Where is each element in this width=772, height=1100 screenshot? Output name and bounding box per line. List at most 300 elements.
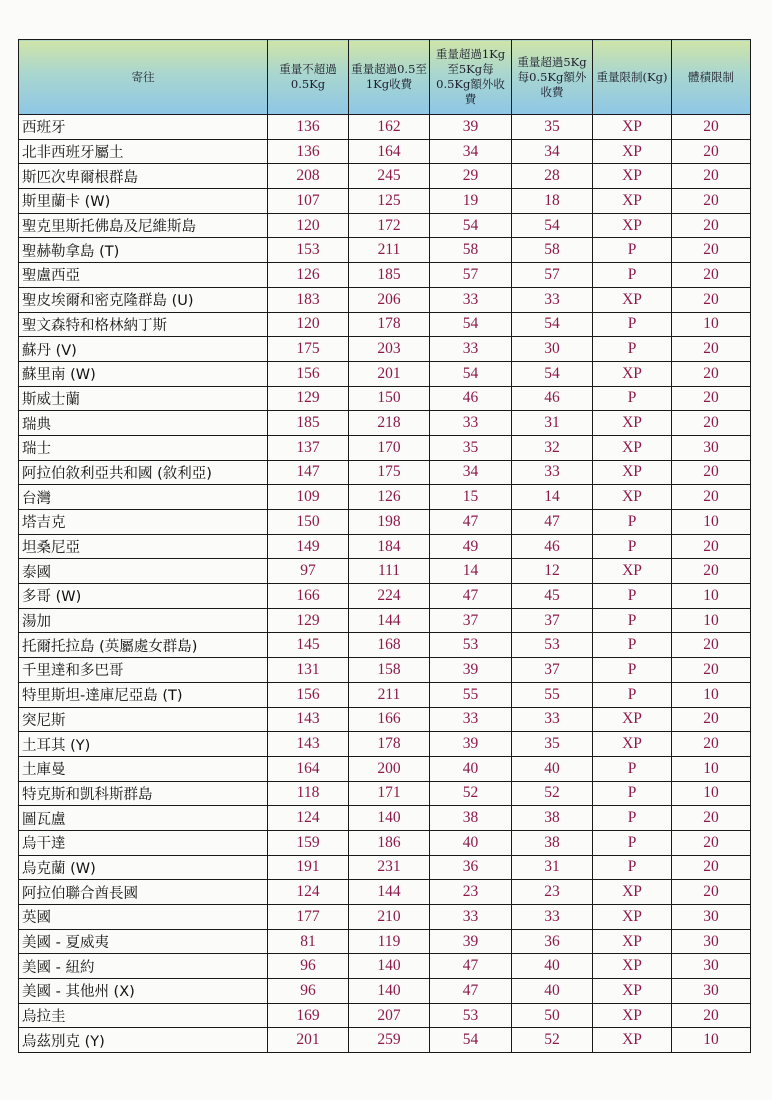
rate-over-5kg-cell: 37 [512,608,593,633]
table-row [19,658,751,683]
rate-1-to-5kg-cell: 54 [430,312,512,337]
table-row [19,954,751,979]
rate-1-to-5kg-cell: 54 [430,1028,512,1053]
postage-rate-table [18,39,751,1053]
rate-half-to-1kg-cell: 178 [349,312,430,337]
destination-cell: 烏干達 [19,830,268,855]
volume-limit-cell: 20 [672,806,751,831]
weight-limit-cell: P [593,806,672,831]
weight-limit-cell: XP [593,164,672,189]
destination-cell: 瑞士 [19,435,268,460]
volume-limit-cell: 20 [672,633,751,658]
volume-limit-cell: 20 [672,115,751,140]
weight-limit-cell: XP [593,115,672,140]
weight-limit-cell: XP [593,954,672,979]
rate-1-to-5kg-cell: 39 [430,658,512,683]
rate-half-to-1kg-cell: 150 [349,386,430,411]
rate-over-5kg-cell: 18 [512,189,593,214]
table-row [19,608,751,633]
destination-cell: 蘇里南 (W) [19,361,268,386]
table-row [19,460,751,485]
destination-cell: 英國 [19,905,268,930]
destination-cell: 土耳其 (Y) [19,732,268,757]
rate-half-to-1kg-cell: 171 [349,781,430,806]
rate-half-to-1kg-cell: 162 [349,115,430,140]
rate-over-5kg-cell: 40 [512,756,593,781]
table-row [19,139,751,164]
volume-limit-cell: 10 [672,756,751,781]
table-row [19,880,751,905]
rate-up-to-half-kg-cell: 109 [268,485,349,510]
rate-up-to-half-kg-cell: 185 [268,411,349,436]
rate-up-to-half-kg-cell: 97 [268,559,349,584]
weight-limit-cell: XP [593,929,672,954]
weight-limit-cell: XP [593,460,672,485]
rate-up-to-half-kg-cell: 96 [268,954,349,979]
weight-limit-cell: XP [593,979,672,1004]
rate-up-to-half-kg-cell: 81 [268,929,349,954]
table-row [19,855,751,880]
weight-limit-cell: P [593,263,672,288]
table-row [19,213,751,238]
rate-1-to-5kg-cell: 47 [430,979,512,1004]
header-weight-limit: 重量限制(Kg) [593,40,672,115]
rate-half-to-1kg-cell: 203 [349,337,430,362]
rate-half-to-1kg-cell: 259 [349,1028,430,1053]
rate-over-5kg-cell: 38 [512,830,593,855]
rate-up-to-half-kg-cell: 175 [268,337,349,362]
rate-up-to-half-kg-cell: 137 [268,435,349,460]
table-row [19,732,751,757]
destination-cell: 聖赫勒拿島 (T) [19,238,268,263]
rate-over-5kg-cell: 53 [512,633,593,658]
rate-1-to-5kg-cell: 55 [430,682,512,707]
weight-limit-cell: P [593,584,672,609]
destination-cell: 聖盧西亞 [19,263,268,288]
weight-limit-cell: P [593,608,672,633]
weight-limit-cell: P [593,781,672,806]
rate-half-to-1kg-cell: 206 [349,287,430,312]
weight-limit-cell: P [593,682,672,707]
volume-limit-cell: 20 [672,164,751,189]
rate-up-to-half-kg-cell: 129 [268,386,349,411]
table-row [19,510,751,535]
rate-over-5kg-cell: 54 [512,312,593,337]
rate-half-to-1kg-cell: 245 [349,164,430,189]
rate-half-to-1kg-cell: 144 [349,608,430,633]
volume-limit-cell: 30 [672,435,751,460]
volume-limit-cell: 20 [672,460,751,485]
destination-cell: 阿拉伯敘利亞共和國 (敘利亞) [19,460,268,485]
destination-cell: 湯加 [19,608,268,633]
destination-cell: 坦桑尼亞 [19,534,268,559]
destination-cell: 圖瓦盧 [19,806,268,831]
weight-limit-cell: XP [593,559,672,584]
volume-limit-cell: 20 [672,1003,751,1028]
weight-limit-cell: XP [593,880,672,905]
rate-1-to-5kg-cell: 53 [430,633,512,658]
table-row [19,929,751,954]
volume-limit-cell: 20 [672,189,751,214]
rate-half-to-1kg-cell: 168 [349,633,430,658]
table-row [19,287,751,312]
rate-over-5kg-cell: 23 [512,880,593,905]
rate-over-5kg-cell: 38 [512,806,593,831]
rate-up-to-half-kg-cell: 159 [268,830,349,855]
rate-up-to-half-kg-cell: 153 [268,238,349,263]
destination-cell: 烏拉圭 [19,1003,268,1028]
volume-limit-cell: 10 [672,682,751,707]
rate-1-to-5kg-cell: 19 [430,189,512,214]
rate-over-5kg-cell: 33 [512,707,593,732]
header-over-5kg: 重量超過5Kg每0.5Kg額外收費 [512,40,593,115]
weight-limit-cell: XP [593,1028,672,1053]
volume-limit-cell: 10 [672,1028,751,1053]
rate-1-to-5kg-cell: 33 [430,411,512,436]
rate-1-to-5kg-cell: 35 [430,435,512,460]
rate-up-to-half-kg-cell: 136 [268,139,349,164]
destination-cell: 聖文森特和格林納丁斯 [19,312,268,337]
rate-up-to-half-kg-cell: 166 [268,584,349,609]
rate-1-to-5kg-cell: 54 [430,361,512,386]
rate-up-to-half-kg-cell: 169 [268,1003,349,1028]
rate-over-5kg-cell: 37 [512,658,593,683]
weight-limit-cell: XP [593,287,672,312]
rate-up-to-half-kg-cell: 201 [268,1028,349,1053]
rate-over-5kg-cell: 58 [512,238,593,263]
rate-half-to-1kg-cell: 170 [349,435,430,460]
rate-over-5kg-cell: 40 [512,979,593,1004]
table-row [19,905,751,930]
volume-limit-cell: 20 [672,855,751,880]
destination-cell: 千里達和多巴哥 [19,658,268,683]
rate-over-5kg-cell: 35 [512,115,593,140]
rate-half-to-1kg-cell: 140 [349,806,430,831]
rate-half-to-1kg-cell: 140 [349,979,430,1004]
rate-up-to-half-kg-cell: 147 [268,460,349,485]
rate-1-to-5kg-cell: 57 [430,263,512,288]
rate-1-to-5kg-cell: 39 [430,732,512,757]
weight-limit-cell: XP [593,485,672,510]
weight-limit-cell: P [593,534,672,559]
rate-up-to-half-kg-cell: 208 [268,164,349,189]
rate-half-to-1kg-cell: 175 [349,460,430,485]
volume-limit-cell: 20 [672,658,751,683]
destination-cell: 泰國 [19,559,268,584]
weight-limit-cell: P [593,855,672,880]
volume-limit-cell: 10 [672,584,751,609]
rate-up-to-half-kg-cell: 96 [268,979,349,1004]
rate-1-to-5kg-cell: 52 [430,781,512,806]
weight-limit-cell: XP [593,435,672,460]
weight-limit-cell: XP [593,707,672,732]
rate-over-5kg-cell: 45 [512,584,593,609]
volume-limit-cell: 20 [672,880,751,905]
rate-over-5kg-cell: 54 [512,361,593,386]
rate-up-to-half-kg-cell: 118 [268,781,349,806]
header-1-to-5kg: 重量超過1Kg至5Kg每0.5Kg額外收費 [430,40,512,115]
volume-limit-cell: 20 [672,485,751,510]
volume-limit-cell: 30 [672,905,751,930]
volume-limit-cell: 20 [672,139,751,164]
rate-half-to-1kg-cell: 210 [349,905,430,930]
volume-limit-cell: 20 [672,287,751,312]
volume-limit-cell: 10 [672,510,751,535]
rate-1-to-5kg-cell: 33 [430,337,512,362]
destination-cell: 西班牙 [19,115,268,140]
rate-half-to-1kg-cell: 185 [349,263,430,288]
rate-over-5kg-cell: 32 [512,435,593,460]
table-row [19,1028,751,1053]
rate-half-to-1kg-cell: 200 [349,756,430,781]
table-row [19,263,751,288]
destination-cell: 托爾托拉島 (英屬處女群島) [19,633,268,658]
rate-over-5kg-cell: 31 [512,855,593,880]
rate-half-to-1kg-cell: 184 [349,534,430,559]
volume-limit-cell: 20 [672,707,751,732]
rate-1-to-5kg-cell: 33 [430,905,512,930]
rate-over-5kg-cell: 31 [512,411,593,436]
rate-up-to-half-kg-cell: 156 [268,361,349,386]
rate-half-to-1kg-cell: 178 [349,732,430,757]
rate-1-to-5kg-cell: 34 [430,460,512,485]
rate-1-to-5kg-cell: 33 [430,287,512,312]
rate-1-to-5kg-cell: 47 [430,510,512,535]
table-row [19,386,751,411]
rate-1-to-5kg-cell: 29 [430,164,512,189]
rate-half-to-1kg-cell: 224 [349,584,430,609]
destination-cell: 北非西班牙屬土 [19,139,268,164]
weight-limit-cell: XP [593,905,672,930]
rate-half-to-1kg-cell: 140 [349,954,430,979]
volume-limit-cell: 10 [672,312,751,337]
rate-1-to-5kg-cell: 36 [430,855,512,880]
volume-limit-cell: 20 [672,830,751,855]
destination-cell: 聖克里斯托佛島及尼維斯島 [19,213,268,238]
table-row [19,633,751,658]
volume-limit-cell: 30 [672,954,751,979]
weight-limit-cell: P [593,312,672,337]
rate-up-to-half-kg-cell: 149 [268,534,349,559]
rate-up-to-half-kg-cell: 120 [268,213,349,238]
table-row [19,781,751,806]
header-destination: 寄往 [19,40,268,115]
rate-half-to-1kg-cell: 119 [349,929,430,954]
rate-1-to-5kg-cell: 39 [430,115,512,140]
rate-over-5kg-cell: 57 [512,263,593,288]
table-row [19,337,751,362]
volume-limit-cell: 20 [672,534,751,559]
rate-up-to-half-kg-cell: 120 [268,312,349,337]
weight-limit-cell: P [593,756,672,781]
volume-limit-cell: 10 [672,608,751,633]
destination-cell: 聖皮埃爾和密克隆群島 (U) [19,287,268,312]
rate-half-to-1kg-cell: 144 [349,880,430,905]
rate-over-5kg-cell: 35 [512,732,593,757]
weight-limit-cell: XP [593,1003,672,1028]
rate-up-to-half-kg-cell: 131 [268,658,349,683]
table-row [19,435,751,460]
weight-limit-cell: P [593,510,672,535]
destination-cell: 美國 - 紐約 [19,954,268,979]
destination-cell: 斯威士蘭 [19,386,268,411]
volume-limit-cell: 20 [672,337,751,362]
rate-up-to-half-kg-cell: 143 [268,707,349,732]
rate-over-5kg-cell: 12 [512,559,593,584]
rate-1-to-5kg-cell: 14 [430,559,512,584]
table-row [19,707,751,732]
table-row [19,559,751,584]
rate-1-to-5kg-cell: 47 [430,954,512,979]
volume-limit-cell: 20 [672,386,751,411]
rate-half-to-1kg-cell: 186 [349,830,430,855]
rate-up-to-half-kg-cell: 145 [268,633,349,658]
table-row [19,485,751,510]
rate-up-to-half-kg-cell: 150 [268,510,349,535]
destination-cell: 烏克蘭 (W) [19,855,268,880]
rate-over-5kg-cell: 47 [512,510,593,535]
weight-limit-cell: P [593,386,672,411]
destination-cell: 多哥 (W) [19,584,268,609]
rate-over-5kg-cell: 33 [512,905,593,930]
rate-up-to-half-kg-cell: 136 [268,115,349,140]
header-up-to-half-kg: 重量不超過0.5Kg [268,40,349,115]
rate-up-to-half-kg-cell: 177 [268,905,349,930]
weight-limit-cell: XP [593,213,672,238]
table-row [19,189,751,214]
rate-1-to-5kg-cell: 15 [430,485,512,510]
destination-cell: 塔吉克 [19,510,268,535]
destination-cell: 蘇丹 (V) [19,337,268,362]
destination-cell: 阿拉伯聯合酋長國 [19,880,268,905]
weight-limit-cell: P [593,830,672,855]
weight-limit-cell: P [593,658,672,683]
destination-cell: 斯里蘭卡 (W) [19,189,268,214]
rate-up-to-half-kg-cell: 107 [268,189,349,214]
header-half-to-1kg: 重量超過0.5至1Kg收費 [349,40,430,115]
rate-over-5kg-cell: 14 [512,485,593,510]
volume-limit-cell: 20 [672,411,751,436]
rate-half-to-1kg-cell: 158 [349,658,430,683]
table-row [19,411,751,436]
destination-cell: 美國 - 其他州 (X) [19,979,268,1004]
rate-over-5kg-cell: 50 [512,1003,593,1028]
rate-1-to-5kg-cell: 49 [430,534,512,559]
table-body [19,115,751,1053]
rate-half-to-1kg-cell: 231 [349,855,430,880]
weight-limit-cell: P [593,238,672,263]
rate-1-to-5kg-cell: 38 [430,806,512,831]
destination-cell: 特里斯坦-達庫尼亞島 (T) [19,682,268,707]
rate-half-to-1kg-cell: 207 [349,1003,430,1028]
rate-over-5kg-cell: 54 [512,213,593,238]
volume-limit-cell: 20 [672,559,751,584]
table-row [19,115,751,140]
rate-up-to-half-kg-cell: 164 [268,756,349,781]
rate-up-to-half-kg-cell: 129 [268,608,349,633]
table-row [19,238,751,263]
rate-half-to-1kg-cell: 211 [349,682,430,707]
volume-limit-cell: 10 [672,781,751,806]
rate-half-to-1kg-cell: 126 [349,485,430,510]
table-row [19,806,751,831]
rate-1-to-5kg-cell: 39 [430,929,512,954]
rate-1-to-5kg-cell: 37 [430,608,512,633]
destination-cell: 突尼斯 [19,707,268,732]
rate-up-to-half-kg-cell: 124 [268,880,349,905]
rate-half-to-1kg-cell: 211 [349,238,430,263]
rate-up-to-half-kg-cell: 143 [268,732,349,757]
destination-cell: 美國 - 夏威夷 [19,929,268,954]
volume-limit-cell: 20 [672,361,751,386]
table-row [19,756,751,781]
destination-cell: 斯匹次卑爾根群島 [19,164,268,189]
rate-half-to-1kg-cell: 164 [349,139,430,164]
table-row [19,534,751,559]
rate-half-to-1kg-cell: 111 [349,559,430,584]
header-volume-limit: 體積限制 [672,40,751,115]
rate-up-to-half-kg-cell: 126 [268,263,349,288]
rate-half-to-1kg-cell: 172 [349,213,430,238]
table-row [19,164,751,189]
rate-over-5kg-cell: 34 [512,139,593,164]
rate-up-to-half-kg-cell: 191 [268,855,349,880]
table-row [19,682,751,707]
destination-cell: 特克斯和凱科斯群島 [19,781,268,806]
destination-cell: 瑞典 [19,411,268,436]
volume-limit-cell: 20 [672,238,751,263]
rate-1-to-5kg-cell: 58 [430,238,512,263]
rate-over-5kg-cell: 30 [512,337,593,362]
rate-up-to-half-kg-cell: 183 [268,287,349,312]
weight-limit-cell: P [593,633,672,658]
rate-over-5kg-cell: 28 [512,164,593,189]
rate-1-to-5kg-cell: 34 [430,139,512,164]
volume-limit-cell: 30 [672,929,751,954]
weight-limit-cell: P [593,337,672,362]
rate-over-5kg-cell: 46 [512,386,593,411]
volume-limit-cell: 30 [672,979,751,1004]
rate-over-5kg-cell: 52 [512,781,593,806]
rate-1-to-5kg-cell: 40 [430,830,512,855]
table-row [19,584,751,609]
weight-limit-cell: XP [593,361,672,386]
rate-1-to-5kg-cell: 47 [430,584,512,609]
destination-cell: 台灣 [19,485,268,510]
rate-half-to-1kg-cell: 218 [349,411,430,436]
volume-limit-cell: 20 [672,213,751,238]
weight-limit-cell: XP [593,411,672,436]
table-row [19,312,751,337]
rate-over-5kg-cell: 33 [512,287,593,312]
destination-cell: 土庫曼 [19,756,268,781]
rate-1-to-5kg-cell: 23 [430,880,512,905]
destination-cell: 烏茲別克 (Y) [19,1028,268,1053]
rate-half-to-1kg-cell: 198 [349,510,430,535]
rate-over-5kg-cell: 33 [512,460,593,485]
rate-over-5kg-cell: 40 [512,954,593,979]
rate-up-to-half-kg-cell: 156 [268,682,349,707]
table-header [19,40,751,115]
rate-half-to-1kg-cell: 166 [349,707,430,732]
table-row [19,830,751,855]
rate-1-to-5kg-cell: 33 [430,707,512,732]
rate-half-to-1kg-cell: 125 [349,189,430,214]
rate-1-to-5kg-cell: 54 [430,213,512,238]
rate-1-to-5kg-cell: 40 [430,756,512,781]
volume-limit-cell: 20 [672,263,751,288]
table-row [19,979,751,1004]
